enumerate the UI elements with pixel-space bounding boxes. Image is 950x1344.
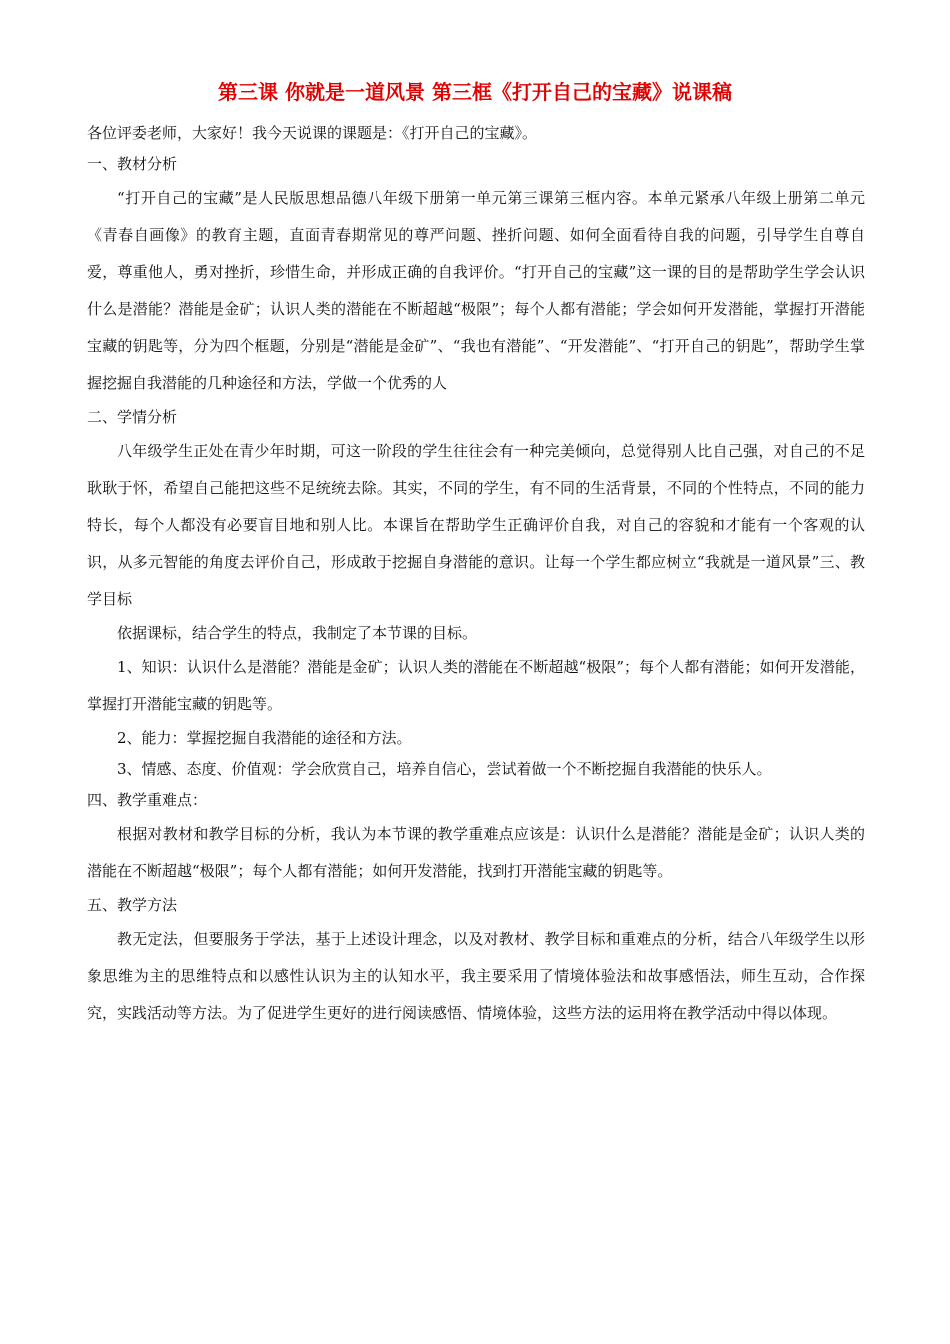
paragraph-key-points: 根据对教材和教学目标的分析，我认为本节课的教学重难点应该是：认识什么是潜能？潜能是金矿；认识人类的潜能在不断超越“极限”；每个人都有潜能；如何开发潜能，找到打开潜能宝藏的钥匙等。 bbox=[87, 825, 865, 880]
goal-emotion: 3、情感、态度、价值观：学会欣赏自己，培养自信心，尝试着做一个不断挖掘自我潜能的快乐人。 bbox=[117, 760, 772, 778]
paragraph-students: 八年级学生正处在青少年时期，可这一阶段的学生往往会有一种完美倾向，总觉得别人比自己强，对自己的不足耿耿于怀，希望自己能把这些不足统统去除。其实，不同的学生，有不同的生活背景，不同的个性特点，不同的能力特长，每个人都没有必要盲目地和别人比。本课旨在帮助学生正确评价自我，对自己的容貌和才能有一个客观的认识，从多元智能的角度去评价自己，形成敢于挖掘自身潜能的意识。让每一个学生都应树立“我就是一道风景”三、教学目标 bbox=[87, 442, 865, 608]
section-heading-key-points: 四、教学重难点： bbox=[87, 791, 208, 809]
section-heading-students: 二、学情分析 bbox=[87, 408, 178, 426]
paragraph-materials: “打开自己的宝藏”是人民版思想品德八年级下册第一单元第三课第三框内容。本单元紧承八年级上册第二单元《青春自画像》的教育主题，直面青春期常见的尊严问题、挫折问题、如何全面看待自我的问题，引导学生自尊自爱，尊重他人，勇对挫折，珍惜生命，并形成正确的自我评价。“打开自己的宝藏”这一课的目的是帮助学生学会认识什么是潜能？潜能是金矿；认识人类的潜能在不断超越“极限”；每个人都有潜能；学会如何开发潜能，掌握打开潜能宝藏的钥匙等，分为四个框题，分别是“潜能是金矿”、“我也有潜能”、“开发潜能”、“打开自己的钥匙”，帮助学生掌握挖掘自我潜能的几种途径和方法，学做一个优秀的人 bbox=[87, 189, 865, 392]
section-heading-methods: 五、教学方法 bbox=[87, 896, 178, 914]
section-heading-materials: 一、教材分析 bbox=[87, 155, 178, 173]
goal-knowledge: 1、知识：认识什么是潜能？潜能是金矿；认识人类的潜能在不断超越“极限”；每个人都有潜能；如何开发潜能，掌握打开潜能宝藏的钥匙等。 bbox=[87, 658, 865, 713]
document-body bbox=[87, 118, 865, 1032]
greeting-line: 各位评委老师，大家好！我今天说课的课题是：《打开自己的宝藏》。 bbox=[87, 124, 538, 142]
paragraph-methods: 教无定法，但要服务于学法，基于上述设计理念，以及对教材、教学目标和重难点的分析，结合八年级学生以形象思维为主的思维特点和以感性认识为主的认知水平，我主要采用了情境体验法和故事感悟法，师生互动，合作探究，实践活动等方法。为了促进学生更好的进行阅读感悟、情境体验，这些方法的运用将在教学活动中得以体现。 bbox=[87, 930, 865, 1022]
document-title: 第三课 你就是一道风景 第三框《打开自己的宝藏》说课稿 bbox=[218, 80, 732, 104]
paragraph-goals-intro: 依据课标，结合学生的特点，我制定了本节课的目标。 bbox=[117, 624, 478, 642]
goal-ability: 2、能力：掌握挖掘自我潜能的途径和方法。 bbox=[117, 729, 412, 747]
